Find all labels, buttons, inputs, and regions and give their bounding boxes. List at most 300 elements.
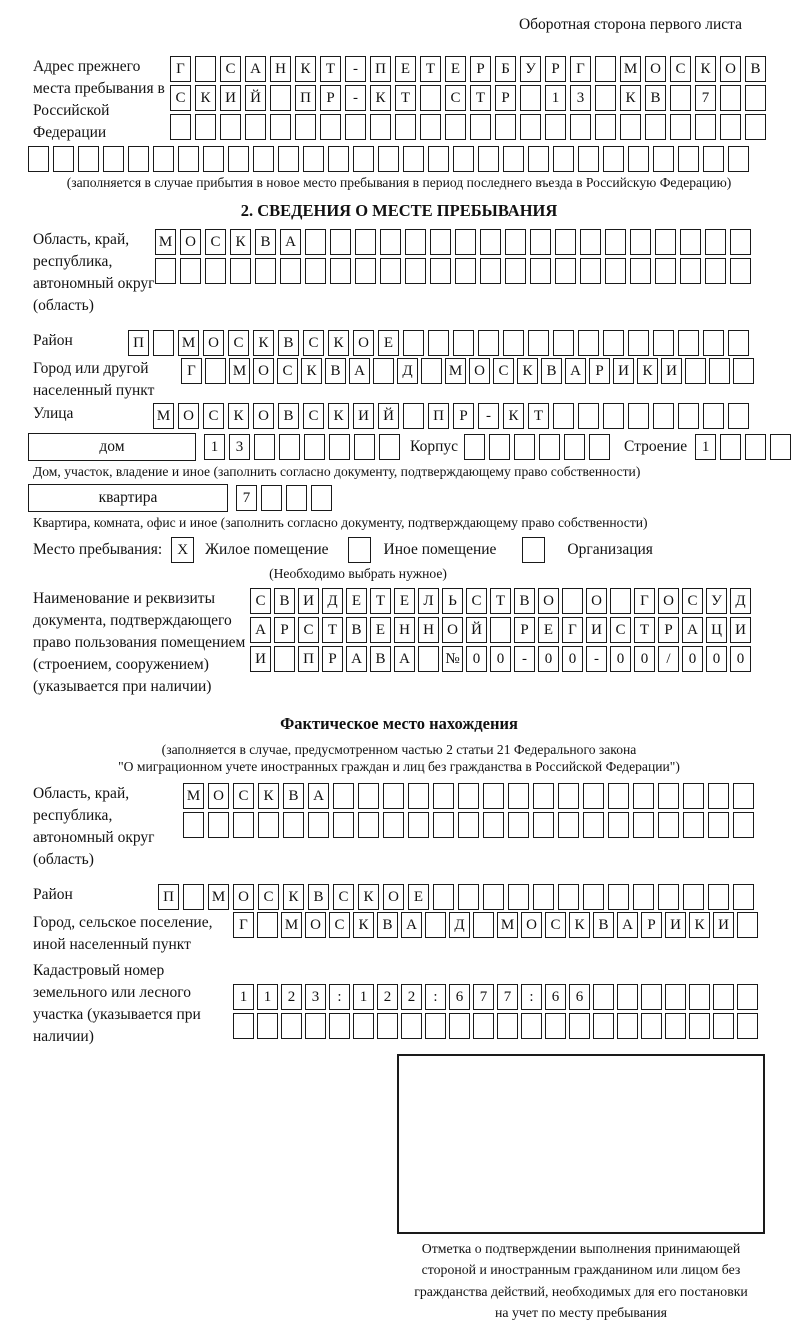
char-cell: 0	[490, 646, 511, 672]
char-cell	[478, 146, 499, 172]
oblast-label: Область, край, республика, автономный округ (область)	[33, 231, 155, 314]
char-cell	[345, 114, 366, 140]
char-cell: К	[283, 884, 304, 910]
char-cell	[170, 114, 191, 140]
char-cell	[280, 258, 301, 284]
char-cell: В	[308, 884, 329, 910]
char-cell: С	[682, 588, 703, 614]
char-cell	[605, 229, 626, 255]
char-cell	[709, 358, 730, 384]
char-cell	[408, 812, 429, 838]
char-cell: О	[353, 330, 374, 356]
char-cell: Е	[395, 56, 416, 82]
char-cell: С	[277, 358, 298, 384]
char-cell: С	[445, 85, 466, 111]
char-cell: 0	[610, 646, 631, 672]
char-cell	[379, 434, 400, 460]
char-cell: Т	[370, 588, 391, 614]
char-cell	[483, 783, 504, 809]
char-cell	[558, 884, 579, 910]
char-cell	[737, 984, 758, 1010]
char-cell: С	[493, 358, 514, 384]
char-cell: В	[278, 330, 299, 356]
char-cell	[703, 330, 724, 356]
char-cell	[377, 1013, 398, 1039]
char-cell: /	[658, 646, 679, 672]
char-cell	[483, 812, 504, 838]
char-cell: Р	[641, 912, 662, 938]
char-cell: М	[229, 358, 250, 384]
char-cell	[403, 330, 424, 356]
char-cell	[430, 258, 451, 284]
char-cell	[603, 146, 624, 172]
char-cell	[253, 146, 274, 172]
kvartira-cells	[236, 485, 332, 511]
char-cell	[370, 114, 391, 140]
char-cell	[665, 984, 686, 1010]
char-cell	[733, 812, 754, 838]
char-cell: 0	[730, 646, 751, 672]
char-cell	[489, 434, 510, 460]
char-cell: -	[345, 56, 366, 82]
char-cell	[295, 114, 316, 140]
oblast-rows	[155, 229, 751, 287]
kadastr-label: Кадастровый номер земельного или лесного участка (указывается при наличии)	[33, 962, 201, 1045]
char-cell	[558, 783, 579, 809]
char-cell	[380, 229, 401, 255]
char-cell	[358, 783, 379, 809]
char-cell: О	[203, 330, 224, 356]
char-cell	[53, 146, 74, 172]
char-cell: 7	[497, 984, 518, 1010]
char-cell: 7	[236, 485, 257, 511]
char-cell	[233, 1013, 254, 1039]
char-cell	[595, 56, 616, 82]
kvartira-labelbox: квартира	[28, 484, 228, 512]
stroenie-label: Строение	[624, 438, 688, 455]
char-cell	[520, 85, 541, 111]
stamp-caption-line-2: стороной и иностранным гражданином или лицом без	[421, 1262, 741, 1278]
char-cell: О	[305, 912, 326, 938]
fact-oblast-rows	[183, 783, 754, 841]
char-cell	[508, 812, 529, 838]
kadastr-field	[28, 960, 770, 1048]
char-cell: М	[155, 229, 176, 255]
char-cell	[178, 146, 199, 172]
char-cell	[555, 229, 576, 255]
char-cell: В	[278, 403, 299, 429]
char-cell: К	[689, 912, 710, 938]
char-cell: К	[301, 358, 322, 384]
char-cell: К	[253, 330, 274, 356]
char-cell	[245, 114, 266, 140]
char-cell	[405, 258, 426, 284]
char-cell	[508, 783, 529, 809]
char-cell	[464, 434, 485, 460]
char-cell	[553, 403, 574, 429]
char-cell: -	[514, 646, 535, 672]
char-cell	[255, 258, 276, 284]
char-cell: П	[428, 403, 449, 429]
char-cell: К	[620, 85, 641, 111]
char-cell	[497, 1013, 518, 1039]
document-row-2	[250, 617, 751, 643]
oblast-row-2	[155, 258, 751, 284]
char-cell	[720, 114, 741, 140]
dom-row	[28, 433, 770, 461]
char-cell	[641, 1013, 662, 1039]
char-cell: И	[661, 358, 682, 384]
char-cell	[628, 330, 649, 356]
char-cell: С	[303, 403, 324, 429]
char-cell: 2	[401, 984, 422, 1010]
char-cell	[655, 229, 676, 255]
char-cell	[603, 330, 624, 356]
char-cell: Р	[658, 617, 679, 643]
char-cell	[745, 114, 766, 140]
stamp-caption-line-3: гражданства действий, необходимых для его постановки	[414, 1283, 748, 1299]
char-cell	[713, 984, 734, 1010]
char-cell: 1	[204, 434, 225, 460]
document-row-1	[250, 588, 751, 614]
char-cell: А	[617, 912, 638, 938]
char-cell	[703, 146, 724, 172]
char-cell: И	[730, 617, 751, 643]
char-cell: Р	[453, 403, 474, 429]
char-cell	[569, 1013, 590, 1039]
char-cell: П	[370, 56, 391, 82]
char-cell	[645, 114, 666, 140]
char-cell	[254, 434, 275, 460]
char-cell	[378, 146, 399, 172]
char-cell	[553, 330, 574, 356]
char-cell	[595, 85, 616, 111]
char-cell	[470, 114, 491, 140]
fact-note-1: (заполняется в случае, предусмотренном частью 2 статьи 21 Федерального закона	[161, 742, 637, 757]
char-cell: -	[478, 403, 499, 429]
char-cell: Р	[514, 617, 535, 643]
char-cell: С	[298, 617, 319, 643]
prev-address-row-3	[170, 114, 766, 140]
char-cell	[720, 85, 741, 111]
prev-address-row-4	[28, 146, 770, 172]
char-cell: К	[353, 912, 374, 938]
char-cell	[308, 812, 329, 838]
char-cell: 0	[634, 646, 655, 672]
char-cell: П	[298, 646, 319, 672]
char-cell: Г	[170, 56, 191, 82]
char-cell	[520, 114, 541, 140]
char-cell	[678, 403, 699, 429]
char-cell	[530, 229, 551, 255]
char-cell: Р	[589, 358, 610, 384]
char-cell	[329, 1013, 350, 1039]
char-cell	[528, 146, 549, 172]
char-cell: В	[541, 358, 562, 384]
char-cell: Ц	[706, 617, 727, 643]
char-cell: А	[308, 783, 329, 809]
char-cell	[195, 56, 216, 82]
char-cell	[305, 229, 326, 255]
char-cell	[304, 434, 325, 460]
char-cell: Т	[634, 617, 655, 643]
prev-address-note: (заполняется в случае прибытия в новое место пребывания в период последнего въезда в Российскую Федерацию)	[66, 175, 732, 190]
char-cell: О	[658, 588, 679, 614]
char-cell	[449, 1013, 470, 1039]
checkbox-organization	[522, 537, 545, 563]
char-cell: Р	[495, 85, 516, 111]
char-cell	[220, 114, 241, 140]
char-cell	[480, 229, 501, 255]
char-cell	[770, 434, 791, 460]
char-cell	[708, 783, 729, 809]
char-cell: В	[370, 646, 391, 672]
char-cell	[505, 229, 526, 255]
char-cell	[355, 258, 376, 284]
char-cell: А	[250, 617, 271, 643]
char-cell	[183, 812, 204, 838]
char-cell	[383, 812, 404, 838]
char-cell: 7	[695, 85, 716, 111]
char-cell: О	[253, 403, 274, 429]
gorod-field	[28, 358, 770, 402]
char-cell: Н	[394, 617, 415, 643]
char-cell	[330, 258, 351, 284]
char-cell	[703, 403, 724, 429]
char-cell: Д	[730, 588, 751, 614]
char-cell	[593, 984, 614, 1010]
char-cell	[728, 330, 749, 356]
char-cell	[480, 258, 501, 284]
char-cell: Г	[233, 912, 254, 938]
char-cell	[261, 485, 282, 511]
char-cell	[458, 783, 479, 809]
char-cell: :	[425, 984, 446, 1010]
char-cell: 3	[229, 434, 250, 460]
char-cell: 1	[545, 85, 566, 111]
char-cell	[311, 485, 332, 511]
prev-address-label: Адрес прежнего места пребывания в Российской Федерации	[33, 58, 165, 141]
korpus-label: Корпус	[410, 438, 458, 455]
char-cell	[733, 358, 754, 384]
char-cell	[270, 85, 291, 111]
char-cell	[333, 812, 354, 838]
fact-oblast-field	[28, 783, 770, 871]
char-cell: О	[720, 56, 741, 82]
char-cell	[737, 912, 758, 938]
char-cell	[583, 884, 604, 910]
kadastr-row-2	[233, 1013, 758, 1039]
char-cell	[28, 146, 49, 172]
char-cell: Ь	[442, 588, 463, 614]
char-cell	[733, 783, 754, 809]
char-cell: 0	[706, 646, 727, 672]
option-residential-label: Жилое помещение	[205, 541, 329, 558]
option-organization-label: Организация	[567, 541, 653, 558]
char-cell: Т	[322, 617, 343, 643]
char-cell: О	[178, 403, 199, 429]
char-cell	[455, 258, 476, 284]
char-cell	[580, 229, 601, 255]
choose-note: (Необходимо выбрать нужное)	[269, 566, 447, 581]
char-cell	[608, 783, 629, 809]
char-cell	[608, 812, 629, 838]
char-cell	[705, 229, 726, 255]
char-cell: -	[586, 646, 607, 672]
char-cell: С	[610, 617, 631, 643]
char-cell: С	[250, 588, 271, 614]
char-cell: С	[205, 229, 226, 255]
char-cell: К	[258, 783, 279, 809]
char-cell	[183, 884, 204, 910]
fact-title: Фактическое место нахождения	[280, 714, 518, 733]
char-cell: О	[538, 588, 559, 614]
char-cell: В	[274, 588, 295, 614]
prev-address-row-1	[170, 56, 766, 82]
char-cell	[653, 146, 674, 172]
char-cell	[195, 114, 216, 140]
char-cell	[633, 783, 654, 809]
char-cell: М	[497, 912, 518, 938]
char-cell: И	[586, 617, 607, 643]
char-cell	[695, 114, 716, 140]
char-cell: А	[245, 56, 266, 82]
char-cell	[473, 1013, 494, 1039]
char-cell	[305, 258, 326, 284]
char-cell	[257, 1013, 278, 1039]
char-cell	[320, 114, 341, 140]
char-cell: Е	[408, 884, 429, 910]
dom-note: Дом, участок, владение и иное (заполнить согласно документу, подтверждающему право собственности)	[33, 464, 641, 479]
kvartira-note: Квартира, комната, офис и иное (заполнить согласно документу, подтверждающему право собственности)	[33, 515, 648, 530]
char-cell	[678, 146, 699, 172]
char-cell	[641, 984, 662, 1010]
char-cell: 1	[233, 984, 254, 1010]
char-cell: 3	[305, 984, 326, 1010]
prev-address-block	[28, 56, 770, 144]
char-cell	[401, 1013, 422, 1039]
document-row-3	[250, 646, 751, 672]
char-cell: С	[220, 56, 241, 82]
gorod-row	[181, 358, 754, 384]
fact-oblast-row-1	[183, 783, 754, 809]
char-cell	[533, 783, 554, 809]
char-cell: О	[208, 783, 229, 809]
page-header: Оборотная сторона первого листа	[518, 16, 742, 33]
char-cell	[658, 783, 679, 809]
char-cell: С	[228, 330, 249, 356]
char-cell	[445, 114, 466, 140]
char-cell: О	[469, 358, 490, 384]
char-cell: Е	[445, 56, 466, 82]
char-cell	[730, 229, 751, 255]
char-cell	[658, 812, 679, 838]
char-cell	[270, 114, 291, 140]
fact-raion-field	[28, 884, 770, 910]
char-cell	[580, 258, 601, 284]
char-cell	[233, 812, 254, 838]
char-cell	[208, 812, 229, 838]
document-block	[28, 588, 770, 698]
char-cell: Т	[528, 403, 549, 429]
char-cell	[257, 912, 278, 938]
char-cell	[730, 258, 751, 284]
stroenie-cells	[695, 434, 791, 460]
char-cell	[583, 783, 604, 809]
char-cell	[678, 330, 699, 356]
char-cell: С	[329, 912, 350, 938]
char-cell	[473, 912, 494, 938]
char-cell	[355, 229, 376, 255]
dom-labelbox: дом	[28, 433, 196, 461]
char-cell	[155, 258, 176, 284]
char-cell: К	[637, 358, 658, 384]
char-cell: И	[220, 85, 241, 111]
char-cell: В	[255, 229, 276, 255]
place-type-label: Место пребывания:	[33, 541, 163, 558]
stamp-caption-line-1: Отметка о подтверждении выполнения принимающей	[421, 1241, 741, 1256]
char-cell: Д	[322, 588, 343, 614]
char-cell	[553, 146, 574, 172]
char-cell: А	[346, 646, 367, 672]
char-cell	[628, 403, 649, 429]
char-cell: 6	[449, 984, 470, 1010]
char-cell	[539, 434, 560, 460]
char-cell	[533, 884, 554, 910]
char-cell: 1	[257, 984, 278, 1010]
char-cell	[705, 258, 726, 284]
stamp-caption	[366, 1238, 796, 1324]
gorod-label: Город или другой населенный пункт	[33, 360, 155, 399]
char-cell: В	[645, 85, 666, 111]
char-cell: М	[153, 403, 174, 429]
char-cell	[545, 114, 566, 140]
char-cell: Т	[490, 588, 511, 614]
char-cell: В	[283, 783, 304, 809]
prev-address-rows	[170, 56, 766, 143]
char-cell: И	[613, 358, 634, 384]
stamp-box	[397, 1054, 765, 1234]
raion-field	[28, 330, 770, 356]
char-cell: С	[466, 588, 487, 614]
char-cell	[358, 812, 379, 838]
char-cell: П	[158, 884, 179, 910]
char-cell: О	[253, 358, 274, 384]
char-cell	[653, 403, 674, 429]
char-cell: 0	[538, 646, 559, 672]
prev-address-row-2	[170, 85, 766, 111]
char-cell	[593, 1013, 614, 1039]
char-cell: Т	[395, 85, 416, 111]
char-cell	[589, 434, 610, 460]
char-cell: О	[645, 56, 666, 82]
char-cell: И	[665, 912, 686, 938]
char-cell: В	[325, 358, 346, 384]
char-cell	[617, 984, 638, 1010]
kadastr-row-1	[233, 984, 758, 1010]
place-type-row	[28, 537, 770, 563]
char-cell: М	[178, 330, 199, 356]
char-cell: В	[377, 912, 398, 938]
option-other-premises-label: Иное помещение	[383, 541, 497, 558]
char-cell: А	[401, 912, 422, 938]
char-cell	[680, 258, 701, 284]
char-cell	[353, 1013, 374, 1039]
char-cell	[281, 1013, 302, 1039]
char-cell	[408, 783, 429, 809]
char-cell: В	[593, 912, 614, 938]
char-cell: 2	[377, 984, 398, 1010]
